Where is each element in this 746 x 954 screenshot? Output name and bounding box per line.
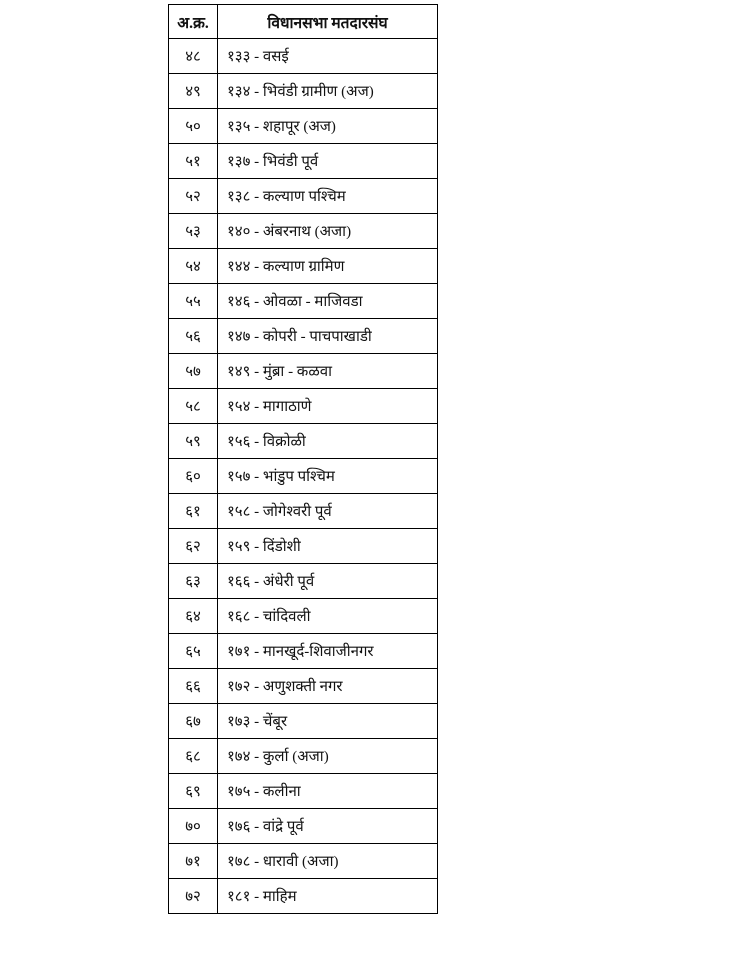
constituency-cell: १४७ - कोपरी - पाचपाखाडी <box>218 319 438 354</box>
constituency-cell: १६६ - अंधेरी पूर्व <box>218 564 438 599</box>
constituency-cell: १४६ - ओवळा - माजिवडा <box>218 284 438 319</box>
serial-number-cell: ६३ <box>169 564 218 599</box>
constituency-cell: १३७ - भिवंडी पूर्व <box>218 144 438 179</box>
serial-number-cell: ६५ <box>169 634 218 669</box>
serial-number-cell: ६९ <box>169 774 218 809</box>
serial-number-cell: ५६ <box>169 319 218 354</box>
constituency-cell: १४४ - कल्याण ग्रामिण <box>218 249 438 284</box>
serial-number-cell: ५५ <box>169 284 218 319</box>
table-row <box>169 564 438 599</box>
constituency-cell: १४० - अंबरनाथ (अजा) <box>218 214 438 249</box>
table-row <box>169 39 438 74</box>
table-row <box>169 249 438 284</box>
table-row <box>169 284 438 319</box>
serial-number-cell: ५१ <box>169 144 218 179</box>
table-row <box>169 669 438 704</box>
table-row <box>169 459 438 494</box>
table-row <box>169 879 438 914</box>
serial-number-cell: ५० <box>169 109 218 144</box>
constituency-cell: १७६ - वांद्रे पूर्व <box>218 809 438 844</box>
serial-number-cell: ५४ <box>169 249 218 284</box>
serial-number-cell: ४९ <box>169 74 218 109</box>
constituency-cell: १७८ - धारावी (अजा) <box>218 844 438 879</box>
constituency-cell: १७३ - चेंबूर <box>218 704 438 739</box>
serial-number-cell: ५२ <box>169 179 218 214</box>
table-row <box>169 179 438 214</box>
table-row <box>169 354 438 389</box>
table-row <box>169 144 438 179</box>
constituency-cell: १५९ - दिंडोशी <box>218 529 438 564</box>
serial-number-cell: ७१ <box>169 844 218 879</box>
constituency-cell: १७५ - कलीना <box>218 774 438 809</box>
table-row <box>169 109 438 144</box>
table-row <box>169 389 438 424</box>
constituency-cell: १३३ - वसई <box>218 39 438 74</box>
serial-number-cell: ६० <box>169 459 218 494</box>
table-row <box>169 214 438 249</box>
constituency-cell: १३५ - शहापूर (अज) <box>218 109 438 144</box>
serial-number-cell: ६८ <box>169 739 218 774</box>
constituency-cell: १५६ - विक्रोळी <box>218 424 438 459</box>
serial-number-cell: ५८ <box>169 389 218 424</box>
constituency-cell: १८१ - माहिम <box>218 879 438 914</box>
table-row <box>169 774 438 809</box>
constituency-cell: १३८ - कल्याण पश्चिम <box>218 179 438 214</box>
serial-number-cell: ५९ <box>169 424 218 459</box>
table-row <box>169 739 438 774</box>
constituency-table-body <box>169 39 438 914</box>
serial-number-cell: ६१ <box>169 494 218 529</box>
serial-number-cell: ७२ <box>169 879 218 914</box>
constituency-cell: १६८ - चांदिवली <box>218 599 438 634</box>
table-row <box>169 844 438 879</box>
table-row <box>169 634 438 669</box>
constituency-cell: १७४ - कुर्ला (अजा) <box>218 739 438 774</box>
table-header-row <box>169 5 438 39</box>
serial-number-cell: ६७ <box>169 704 218 739</box>
header-constituency-name: विधानसभा मतदारसंघ <box>218 5 438 39</box>
serial-number-cell: ४८ <box>169 39 218 74</box>
table-row <box>169 599 438 634</box>
constituency-cell: १४९ - मुंब्रा - कळवा <box>218 354 438 389</box>
table-row <box>169 494 438 529</box>
table-row <box>169 809 438 844</box>
table-row <box>169 319 438 354</box>
serial-number-cell: ५३ <box>169 214 218 249</box>
constituency-table-wrap <box>168 4 438 914</box>
table-row <box>169 74 438 109</box>
serial-number-cell: ६६ <box>169 669 218 704</box>
header-serial-number: अ.क्र. <box>169 5 218 39</box>
serial-number-cell: ५७ <box>169 354 218 389</box>
constituency-cell: १७१ - मानखूर्द-शिवाजीनगर <box>218 634 438 669</box>
constituency-cell: १५४ - मागाठाणे <box>218 389 438 424</box>
serial-number-cell: ७० <box>169 809 218 844</box>
constituency-cell: १३४ - भिवंडी ग्रामीण (अज) <box>218 74 438 109</box>
table-row <box>169 704 438 739</box>
table-row <box>169 424 438 459</box>
constituency-cell: १५८ - जोगेश्वरी पूर्व <box>218 494 438 529</box>
table-row <box>169 529 438 564</box>
serial-number-cell: ६४ <box>169 599 218 634</box>
constituency-cell: १७२ - अणुशक्ती नगर <box>218 669 438 704</box>
constituency-table <box>168 4 438 914</box>
serial-number-cell: ६२ <box>169 529 218 564</box>
constituency-cell: १५७ - भांडुप पश्चिम <box>218 459 438 494</box>
table-header <box>169 5 438 39</box>
